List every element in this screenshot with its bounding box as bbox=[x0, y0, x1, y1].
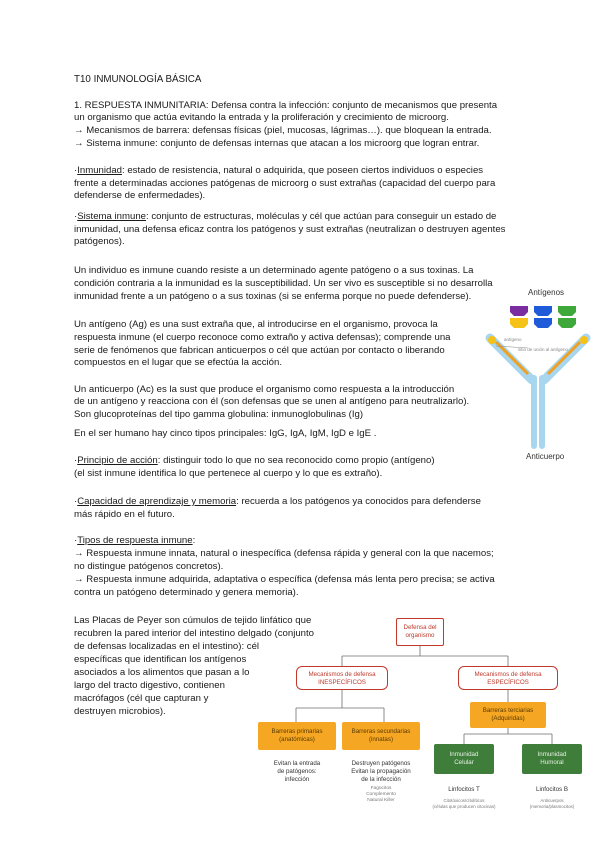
map-especificos-node bbox=[458, 666, 558, 690]
document-title: T10 INMUNOLOGÍA BÁSICA bbox=[74, 74, 202, 85]
inmunidad-line: frente a determinadas acciones patógenas de microorg o sust extrañas (capacidad del cuerpo para bbox=[74, 178, 496, 189]
section-1-line bbox=[74, 100, 497, 112]
map-humoral-small: Anticuerpos (memoria/plasmocitos) bbox=[529, 798, 575, 809]
tipos-line: → Respuesta inmune innata, natural o inespecífica (defensa rápida y general con la que nacemos; bbox=[74, 548, 494, 559]
colon: : bbox=[192, 535, 196, 546]
anticuerpo-paragraph-line: Un anticuerpo (Ac) es la sust que produce el organismo como respuesta a la introducción bbox=[74, 384, 455, 395]
peyer-paragraph-line: largo del tracto digestivo, contienen bbox=[74, 680, 225, 691]
map-secundarias-text: Barreras secundarias (innatas) bbox=[351, 728, 411, 743]
sistema-line: inmunidad, una defensa eficaz contra los patógenos y sust extrañas (neutralizan o destruyen agentes bbox=[74, 224, 506, 235]
map-humoral-node bbox=[522, 744, 582, 774]
bullet-dot: · bbox=[74, 211, 78, 222]
map-humoral-desc: Linfocitos B bbox=[536, 786, 568, 793]
anticuerpo-paragraph-line: En el ser humano hay cinco tipos principales: IgG, IgA, IgM, IgD e IgE . bbox=[74, 428, 377, 439]
map-primarias-text: Barreras primarias (anatómicas) bbox=[271, 728, 323, 743]
section-1-line: un organismo que actúa evitando la entrada y la proliferación y crecimiento de microorg. bbox=[74, 112, 449, 123]
section-1-heading: 1. RESPUESTA INMUNITARIA: bbox=[74, 100, 209, 111]
principio-text: : distinguir todo lo que no sea reconocido como propio (antígeno) bbox=[157, 455, 435, 466]
map-especificos-text: Mecanismos de defensa ESPECÍFICOS bbox=[474, 671, 542, 686]
tipos-line: contra un patógeno determinado y genera memoria). bbox=[74, 587, 299, 598]
sistema-term: Sistema inmune bbox=[77, 211, 146, 222]
antigen-purple bbox=[510, 306, 528, 316]
antigen-yellow bbox=[510, 318, 528, 328]
tipos-line: no distingue patógenos concretos). bbox=[74, 561, 224, 572]
peyer-paragraph-line: de defensas localizadas en el intestino): cél bbox=[74, 641, 260, 652]
section-1-line: → Mecanismos de barrera: defensas físicas (piel, mucosas, lágrimas…). que bloquean la entrada. bbox=[74, 125, 492, 136]
inmunidad-line: defenderse de enfermedades). bbox=[74, 190, 206, 201]
inmune-paragraph-line: inmunidad frente a un patógeno o a sus toxinas (si se enferma porque no puede defenderse). bbox=[74, 291, 472, 302]
map-secundarias-small: Fagocitos Complemento Natural Killer bbox=[366, 786, 396, 803]
tipos-term: Tipos de respuesta inmune bbox=[77, 535, 193, 546]
sistema-line: patógenos). bbox=[74, 236, 125, 247]
inmunidad-term: Inmunidad bbox=[77, 165, 123, 176]
inmune-paragraph-line: condición contraria a la inmunidad es la susceptibilidad. Un ser vivo es susceptible si no desarrolla bbox=[74, 278, 493, 289]
principio-term: Principio de acción bbox=[77, 455, 158, 466]
sistema-text: : conjunto de estructuras, moléculas y cél que actúan para conseguir un estado de bbox=[146, 211, 497, 222]
peyer-paragraph-line: destruyen microbios). bbox=[74, 706, 166, 717]
antigens-label: Antígenos bbox=[528, 288, 565, 297]
capacidad-term: Capacidad de aprendizaje y memoria bbox=[77, 496, 237, 507]
binding-site-right bbox=[580, 336, 588, 344]
tipos-line: → Respuesta inmune adquirida, adaptativa o específica (defensa más lenta pero precisa; se activa bbox=[74, 574, 495, 585]
anticuerpo-paragraph-line: Son glucoproteínas del tipo gamma globulina: inmunoglobulinas (Ig) bbox=[74, 409, 364, 420]
antigen-green-2 bbox=[558, 318, 576, 328]
antigeno-paragraph-line: respuesta inmune (el cuerpo reconoce como extraño y activa defensas); comprende una bbox=[74, 332, 451, 343]
antibody-small-label-1: antígeno bbox=[504, 337, 522, 342]
defense-concept-map bbox=[250, 612, 600, 826]
bullet-dot: · bbox=[74, 165, 78, 176]
tipos-line bbox=[74, 535, 195, 547]
capacidad-line: más rápido en el futuro. bbox=[74, 509, 175, 520]
antibody-diagram bbox=[478, 286, 598, 466]
inmune-paragraph-line: Un individuo es inmune cuando resiste a un determinado agente patógeno o a sus toxinas. La bbox=[74, 265, 474, 276]
antigeno-paragraph-line: serie de fenómenos que fabrican anticuerpos o cél que actúan por contacto o liberando bbox=[74, 345, 445, 356]
peyer-paragraph-line: Las Placas de Peyer son cúmulos de tejido linfático que bbox=[74, 615, 312, 626]
capacidad-text: : recuerda a los patógenos ya conocidos para defenderse bbox=[236, 496, 481, 507]
map-terciarias-text: Barreras terciarias (Adquiridas) bbox=[482, 707, 534, 722]
peyer-paragraph-line: específicas que identifican los antígenos bbox=[74, 654, 247, 665]
map-celular-small: Citotóxicos/cítolíticos (células que producen citocinas) bbox=[432, 798, 496, 809]
antibody-label: Anticuerpo bbox=[526, 452, 565, 461]
principio-line: (el sist inmune identifica lo que pertenece al cuerpo y lo que es extraño). bbox=[74, 468, 383, 479]
antigen-green-1 bbox=[558, 306, 576, 316]
map-celular-desc: Linfocitos T bbox=[448, 786, 480, 793]
peyer-paragraph-line: macrófagos (cél que capturan y bbox=[74, 693, 209, 704]
peyer-paragraph-line: recubren la pared interior del intestino delgado (conjunto bbox=[74, 628, 314, 639]
antigeno-paragraph-line: compuestos en el lugar que se efectúa la acción. bbox=[74, 357, 282, 368]
map-celular-text: Inmunidad Celular bbox=[449, 751, 479, 766]
bullet-dot: · bbox=[74, 496, 78, 507]
antigen-blue-2 bbox=[534, 318, 552, 328]
principio-line bbox=[74, 455, 435, 467]
bullet-dot: · bbox=[74, 455, 78, 466]
map-root-node bbox=[396, 618, 444, 646]
bullet-dot: · bbox=[74, 535, 78, 546]
antibody-stem bbox=[534, 378, 542, 446]
map-celular-node bbox=[434, 744, 494, 774]
binding-site-left bbox=[488, 336, 496, 344]
anticuerpo-paragraph-line: de un antígeno y reacciona con él (son defensas que se unen al antígeno para neutralizarlo). bbox=[74, 396, 470, 407]
map-root-text: Defensa del organismo bbox=[403, 624, 437, 639]
sistema-line bbox=[74, 211, 496, 223]
map-primarias-desc: Evitan la entrada de patógenos: infección bbox=[273, 760, 321, 783]
map-terciarias-node bbox=[470, 702, 546, 728]
inmunidad-line bbox=[74, 165, 483, 177]
map-secundarias-node bbox=[342, 722, 420, 750]
map-primarias-node bbox=[258, 722, 336, 750]
inmunidad-text: : estado de resistencia, natural o adquirida, que poseen ciertos individuos o especies bbox=[122, 165, 484, 176]
capacidad-line bbox=[74, 496, 481, 508]
antibody-illustration bbox=[478, 286, 598, 466]
section-1-text: Defensa contra la infección: conjunto de mecanismos que presenta bbox=[208, 100, 498, 111]
map-secundarias-desc: Destruyen patógenos Evitan la propagación de la infección bbox=[351, 760, 411, 783]
map-inespecificos-node bbox=[296, 666, 388, 690]
peyer-paragraph-line: asociados a los alimentos que pasan a lo bbox=[74, 667, 250, 678]
map-humoral-text: Inmunidad Humoral bbox=[537, 751, 567, 766]
antigeno-paragraph-line: Un antígeno (Ag) es una sust extraña que, al introducirse en el organismo, provoca la bbox=[74, 319, 438, 330]
map-inespecificos-text: Mecanismos de defensa INESPECÍFICOS bbox=[308, 671, 376, 686]
antigen-blue-1 bbox=[534, 306, 552, 316]
antibody-small-label-2: sitio de unión al antígeno bbox=[518, 347, 569, 352]
section-1-line: → Sistema inmune: conjunto de defensas internas que atacan a los microorg que logran entrar. bbox=[74, 138, 480, 149]
